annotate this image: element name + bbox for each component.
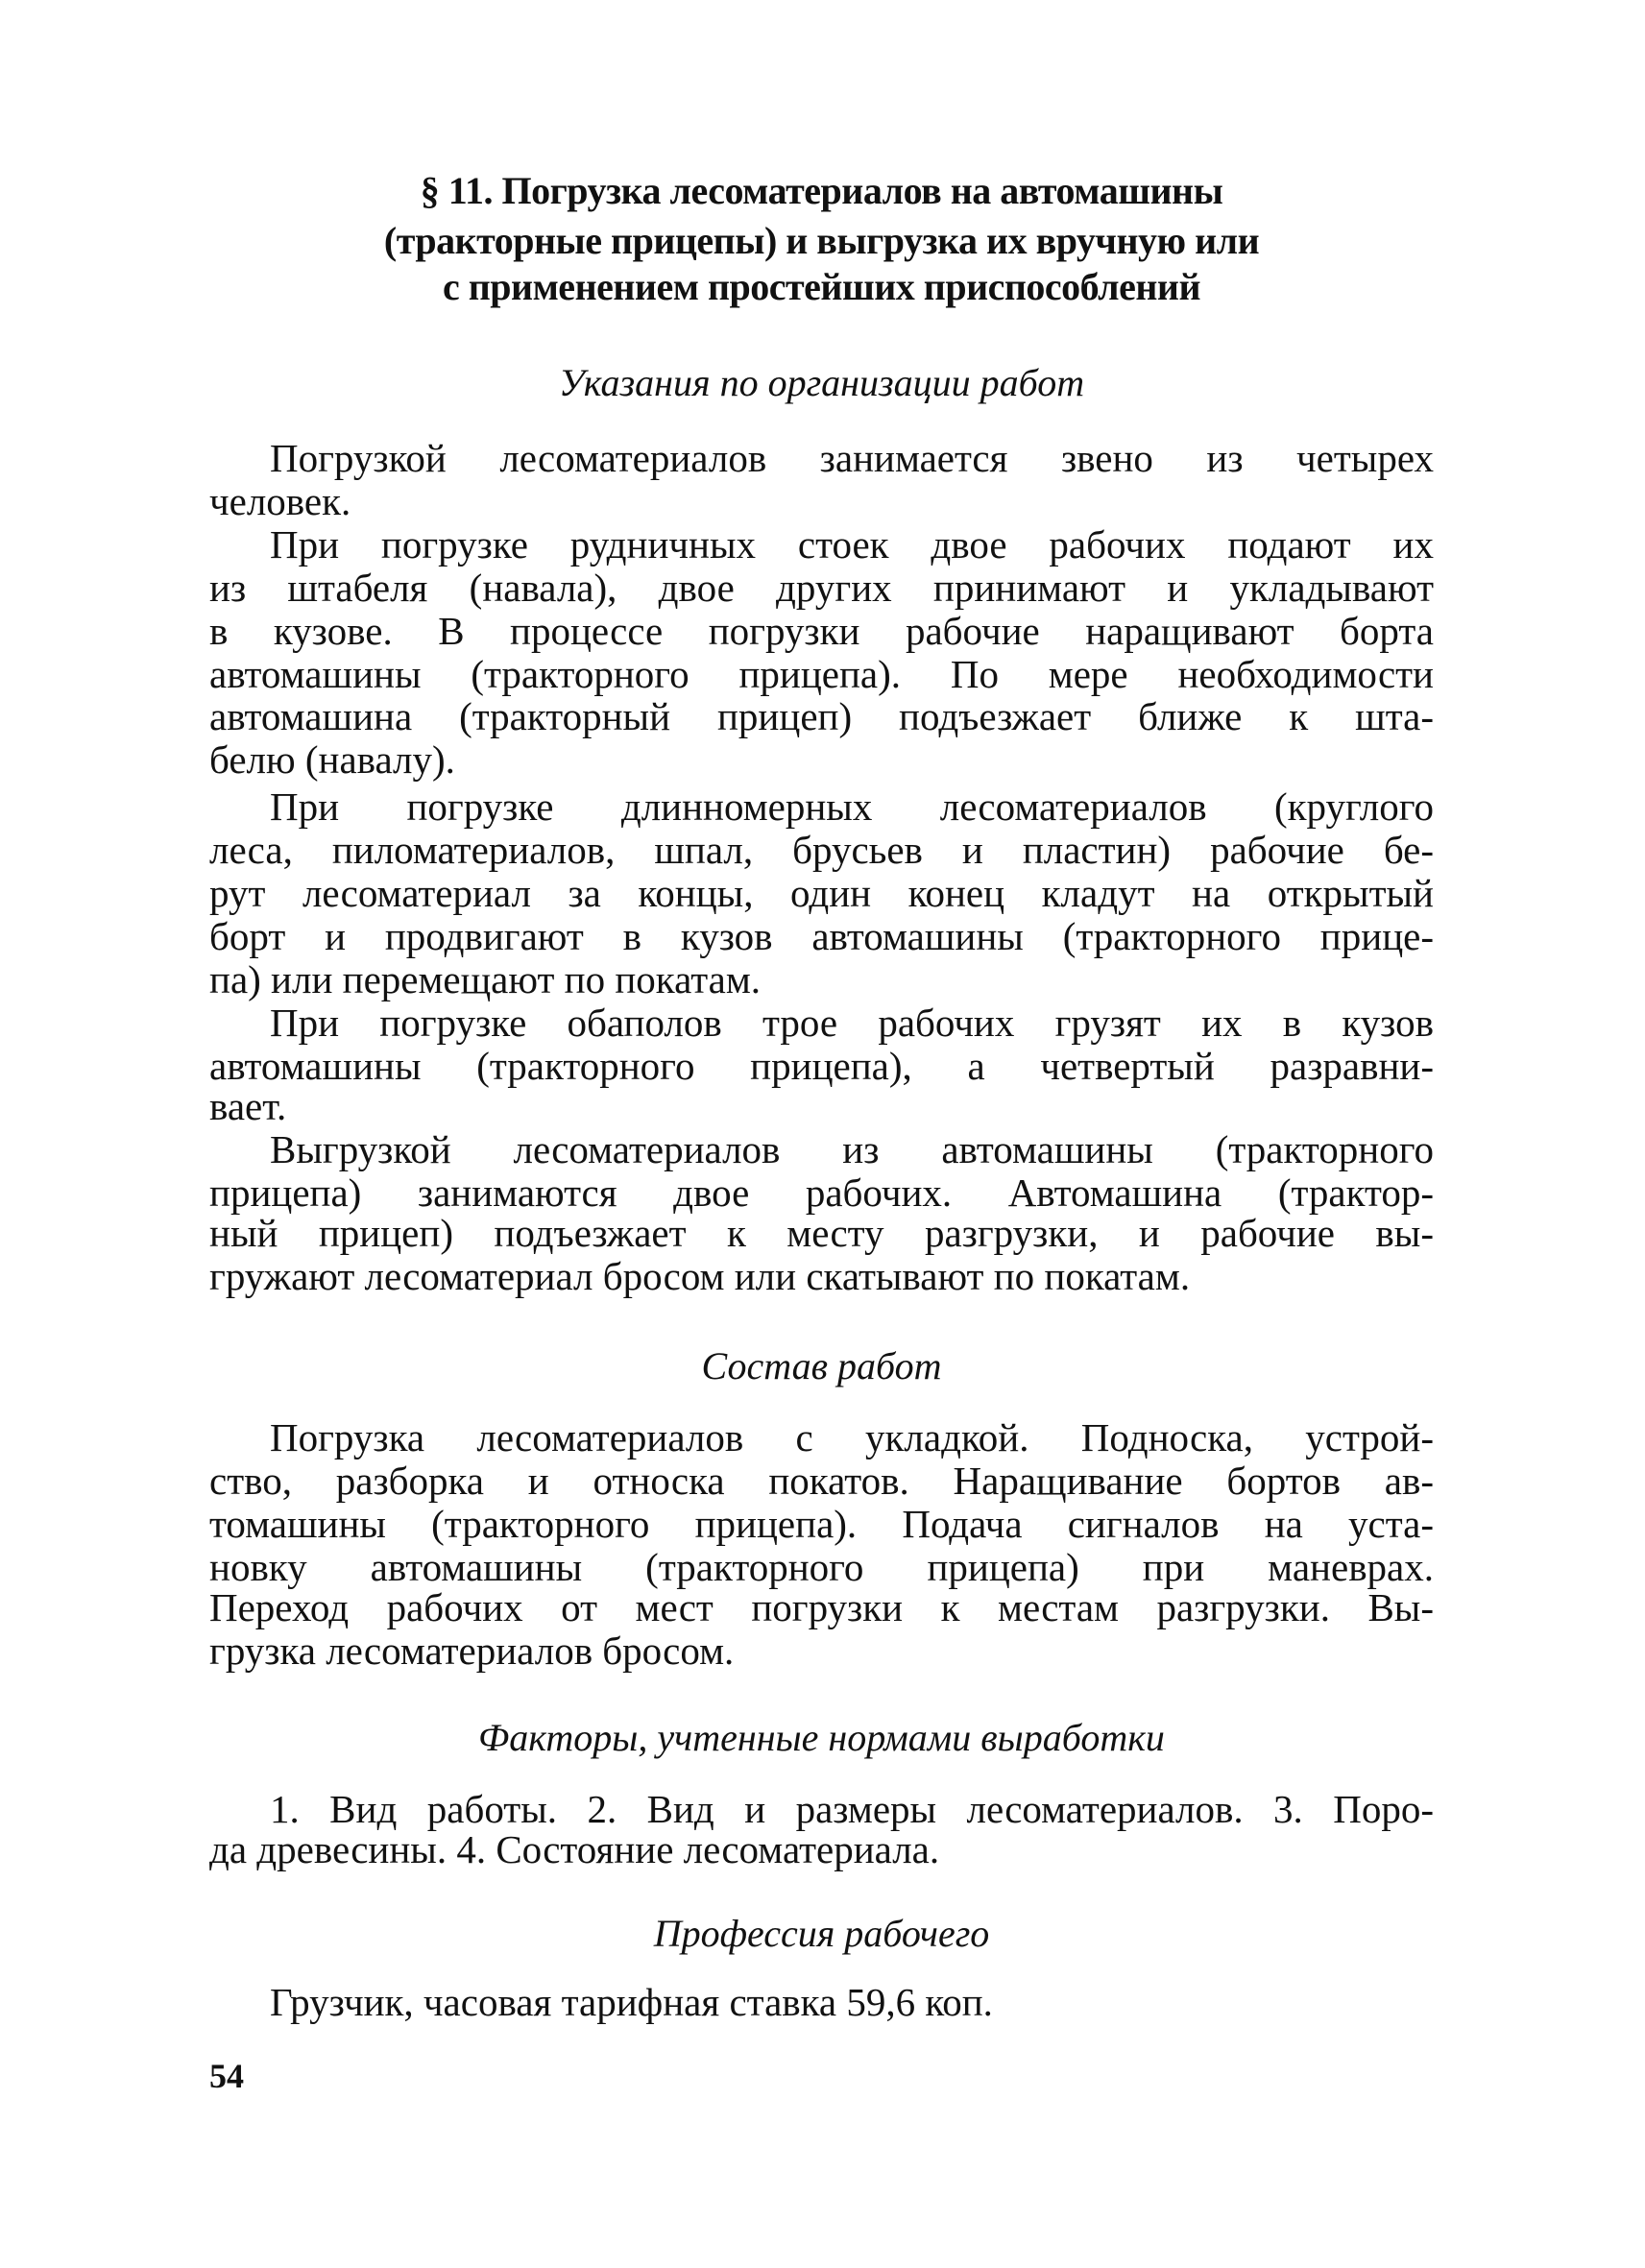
subsection-heading: Состав работ	[701, 1344, 942, 1387]
paragraph-line: автомашины (тракторного прицепа), а четвертый разравни-	[209, 1044, 1434, 1088]
paragraph-line: томашины (тракторного прицепа). Подача сигналов на уста-	[209, 1502, 1434, 1546]
paragraph-line: белю (навалу).	[209, 736, 455, 782]
paragraph-line: Переход рабочих от мест погрузки к местам разгрузки. Вы-	[209, 1585, 1434, 1629]
section-title-line: § 11. Погрузка лесоматериалов на автомашины	[420, 168, 1223, 212]
paragraph-line: Погрузка лесоматериалов с укладкой. Подноска, устрой-	[270, 1415, 1434, 1460]
paragraph-line: ство, разборка и относка покатов. Наращивание бортов ав-	[209, 1459, 1434, 1503]
paragraph-line: грузка лесоматериалов бросом.	[209, 1629, 735, 1673]
paragraph-line: да древесины. 4. Состояние лесоматериала.	[209, 1827, 940, 1871]
paragraph-line: автомашина (тракторный прицеп) подъезжает ближе к шта-	[209, 693, 1434, 738]
paragraph-line: автомашины (тракторного прицепа). По мере необходимости	[209, 652, 1434, 696]
paragraph-line: человек.	[209, 479, 351, 523]
paragraph-line: па) или перемещают по покатам.	[209, 957, 762, 1001]
paragraph-line: из штабеля (навала), двое других принимают и укладывают	[209, 566, 1434, 610]
subsection-heading: Профессия рабочего	[653, 1912, 990, 1955]
paragraph-line: Выгрузкой лесоматериалов из автомашины (тракторного	[270, 1127, 1434, 1171]
paragraph-line: борт и продвигают в кузов автомашины (тракторного прице-	[209, 914, 1434, 958]
paragraph-line: ный прицеп) подъезжает к месту разгрузки, и рабочие вы-	[209, 1211, 1434, 1255]
section-title-line: с применением простейших приспособлений	[442, 265, 1201, 308]
subsection-heading: Указания по организации работ	[558, 360, 1085, 404]
paragraph-line: При погрузке длинномерных лесоматериалов (круглого	[270, 784, 1434, 829]
paragraph-line: гружают лесоматериал бросом или скатывают по покатам.	[209, 1254, 1191, 1298]
page-number: 54	[209, 2057, 244, 2095]
paragraph-line: леса, пиломатериалов, шпал, брусьев и пластин) рабочие бе-	[209, 828, 1434, 872]
paragraph-line: Погрузкой лесоматериалов занимается звено из четырех	[270, 436, 1434, 480]
paragraph-line: При погрузке обаполов трое рабочих грузят их в кузов	[270, 1001, 1434, 1045]
paragraph-line: в кузове. В процессе погрузки рабочие наращивают борта	[209, 609, 1434, 653]
subsection-heading: Факторы, учтенные нормами выработки	[478, 1716, 1165, 1759]
paragraph-line: вает.	[209, 1084, 287, 1128]
section-title-line: (тракторные прицепы) и выгрузка их вручную или	[383, 219, 1260, 262]
paragraph-line: При погрузке рудничных стоек двое рабочих подают их	[270, 522, 1434, 567]
paragraph-line: Грузчик, часовая тарифная ставка 59,6 коп.	[270, 1980, 993, 2024]
paragraph-line: 1. Вид работы. 2. Вид и размеры лесоматериалов. 3. Поро-	[270, 1787, 1434, 1831]
paragraph-line: рут лесоматериал за концы, один конец кладут на открытый	[209, 871, 1434, 915]
paragraph-line: новку автомашины (тракторного прицепа) при маневрах.	[209, 1545, 1434, 1589]
paragraph-line: прицепа) занимаются двое рабочих. Автомашина (трактор-	[209, 1170, 1434, 1215]
